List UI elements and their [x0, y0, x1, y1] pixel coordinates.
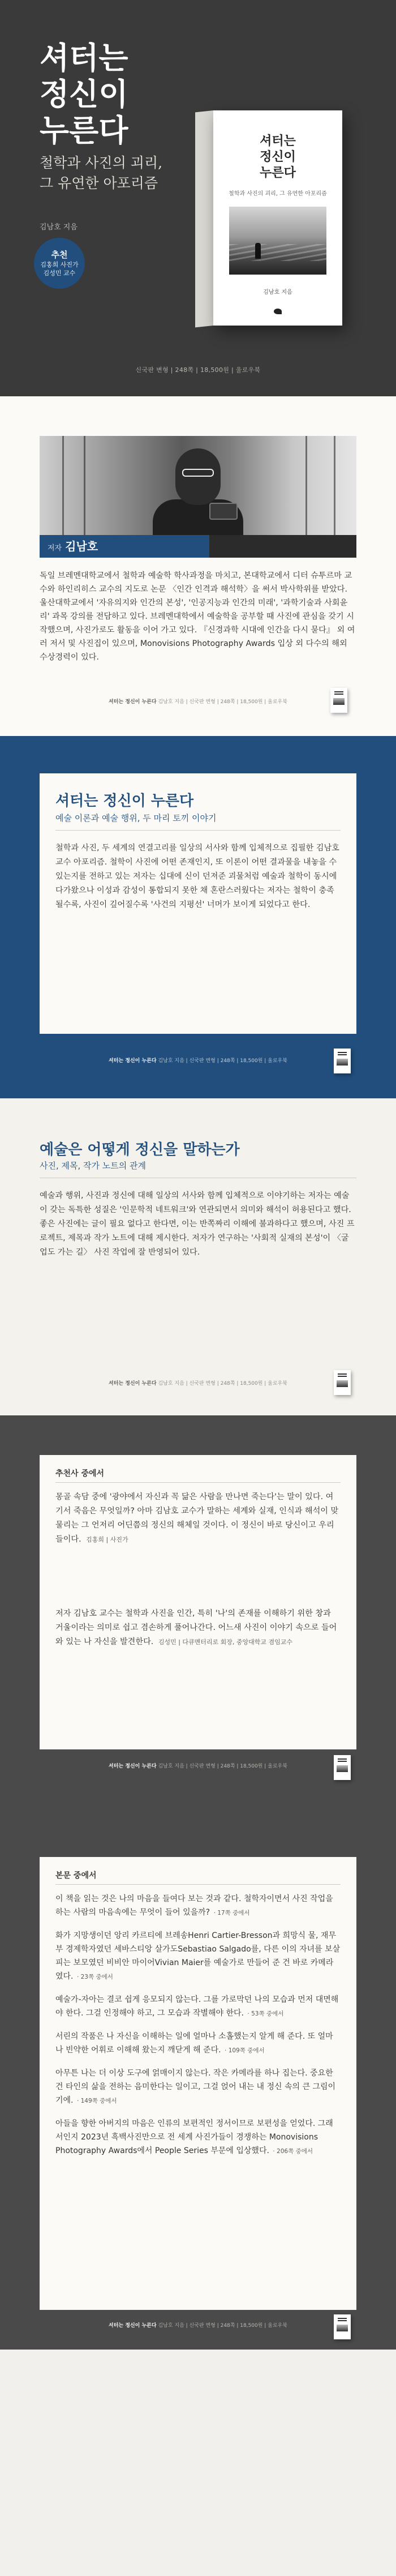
footline-meta: 김남호 지음 | 신국판 변형 | 248쪽 | 18,500원 | 울로우북 [158, 699, 287, 705]
excerpt-text: 서린의 작품은 나 자신을 이해하는 일에 얼마나 소홀했는지 알게 해 준다. 또 얼마나 빈약한 어휘로 이해해 왔는지 깨닫게 해 준다. [55, 2032, 333, 2055]
footline-meta: 김남호 지음 | 신국판 변형 | 248쪽 | 18,500원 | 울로우북 [158, 1764, 287, 1769]
hero-title [40, 40, 128, 148]
mini-book-icon [330, 688, 347, 713]
cover-photo-figure [255, 243, 261, 259]
badge-title: 추천 [51, 250, 68, 260]
photo-tree [334, 436, 335, 535]
footline-title: 셔터는 정신이 누른다 [109, 1381, 157, 1387]
art-title: 예술은 어떻게 정신을 말하는가 [40, 1141, 240, 1158]
photo-tree [84, 436, 85, 535]
hero-title-line: 정신이 [40, 76, 128, 112]
hero-title-line: 누른다 [40, 112, 128, 148]
mini-book-icon [334, 2314, 351, 2339]
book-cover-3d [195, 110, 342, 326]
cover-title-line: 누른다 [260, 165, 296, 180]
excerpt-page: · 206쪽 중에서 [273, 2148, 313, 2155]
intro-body: 철학과 사진, 두 세계의 연결고리를 일상의 서사와 함께 입체적으로 집필한 김남호 교수 아포리즘. 철학이 사진에 어떤 존재인지, 또 이론이 어떤 결과물을 내놓을 수 있는지를 전하고 있는 저자는 십대에 신이 던져준 괴물처럼 예술과 철학이 동시에 다가왔으나 이성과 감성이 통합되지 못한 채 혼란스러웠다는 저자는 철학이 충족될수록, 사진이 깊어질수록 '사건의 지평선' 너머가 보이게 되었다고 한다. [55, 844, 339, 909]
divider [55, 1482, 341, 1483]
excerpt-text: 화가 지망생이던 앙리 카르티에 브레송Henri Cartier-Bresson과 희망식 물, 재무부 경제학자였던 세바스티앙 살가도Sebastiao Salgado를, 다른 이의 자녀를 보살피는 보모였던 비비안 마이어Vivian Maier를 예술가로 만들어 준 건 바로 카메라였다. [55, 1931, 341, 1981]
excerpt-text: 아들을 향한 아버지의 마음은 인류의 보편적인 정서이므로 보편성을 얻었다. 그래서인지 2023년 흑백사진만으로 전 세계 사진가들이 경쟁하는 Monovisions Photography Awards에서 People Series 부문에 입상했다. [55, 2119, 333, 2155]
footline-title: 셔터는 정신이 누른다 [109, 2323, 157, 2329]
footline-title: 셔터는 정신이 누른다 [109, 1058, 157, 1064]
cover-title-line: 셔터는 [260, 134, 296, 148]
hero-subtitle [40, 153, 162, 194]
hero-title-line: 셔터는 [40, 40, 128, 76]
excerpt-page: · 109쪽 중에서 [225, 2047, 265, 2054]
photo-tree [62, 436, 64, 535]
intro-title: 셔터는 정신이 누른다 [55, 793, 194, 810]
badge-line: 김성민 교수 [43, 269, 76, 277]
author-photo [40, 436, 356, 535]
recommendation-quote [55, 1490, 341, 1547]
author-name-label [40, 535, 209, 558]
mini-book-icon [334, 1370, 351, 1395]
recommendation-quote [55, 1607, 341, 1649]
excerpt-text: 예술가-자아는 결코 쉽게 응모되지 않는다. 그를 가로막던 나의 모습과 먼저 대면해야 한다. 그걸 인정해야 하고, 그 모습과 작별해야 한다. [55, 1995, 339, 2018]
divider [55, 1884, 341, 1885]
book-spine [195, 110, 213, 327]
art-body: 예술과 행위, 사진과 정신에 대해 일상의 서사와 함께 입체적으로 이야기하는 저자는 예술이 갖는 독특한 성질은 '인문학적 네트워크'와 연관되면서 의미와 해석이 허용된다고 했다. 좋은 사진에는 글이 필요 없다고 한다면, 이는 반쪽짜리 이해에 불과하다고 했으며, 사진 프로젝트, 제목과 작가 노트에 대해 제시한다. 저자가 연구하는 '사회적 실재의 본성'이 〈굴업도 가는 길〉 사진 작업에 잘 반영되어 있다. [40, 1191, 355, 1257]
quote-text: 저자 김남호 교수는 철학과 사진을 인간, 특히 '나'의 존재를 이해하기 위한 창과 거울이라는 의미로 쉽고 겸손하게 풀어나간다. 어느새 사진이 이야기 속으로 들어와 있는 나 자신을 발견한다. [55, 1609, 337, 1646]
book-info-line: 신국판 변형 | 248쪽 | 18,500원 | 울로우북 [135, 366, 261, 374]
section-spacer [0, 1800, 396, 1857]
quote-attribution: 김홍희 | 사진가 [86, 1536, 128, 1543]
author-bio: 독일 브레멘대학교에서 철학과 예술학 학사과정을 마치고, 본대학교에서 디터 슈투르마 교수와 하인리히스 교수의 지도로 논문 〈인간 인격과 해석학〉을 써서 박사학위를 받았다. 울산대학교에서 '자유의지와 인간의 본성', '인공지능과 인간의 미래', '과학기술과 사회윤리' 과목 강의를 전담하고 있다. 브레멘대학에서 예술학을 공부할 때 사진에 관심을 갖기 시작했으며, 사진가로도 활동을 이어 가고 있다. 『신경과학 시대에 인간을 다시 묻다』 외 여러 저서 및 사진집이 있으며, Monovisions Photography Awards 입상 외 다수의 해외 수상경력이 있다. [40, 571, 355, 662]
excerpt-item [55, 2030, 341, 2057]
footline-meta: 김남호 지음 | 신국판 변형 | 248쪽 | 18,500원 | 울로우북 [158, 1381, 287, 1387]
excerpt-item [55, 1929, 341, 1984]
excerpt-text: 아무튼 나는 더 이상 도구에 얽매이지 않는다. 작은 카메라를 하나 집는다. 중요한 건 타인의 삶을 전하는 음미한다는 일이고, 그걸 얹어 내는 내 정신 속의 큰 그림이기에. [55, 2069, 336, 2105]
quote-attribution: 김성민 | 다큐멘터리로 회장, 중앙대학교 겸임교수 [158, 1638, 293, 1646]
hero-subtitle-line: 그 유연한 아포리즘 [40, 175, 158, 191]
author-section [0, 396, 396, 736]
hero-subtitle-line: 철학과 사진의 괴리, [40, 155, 163, 171]
cover-title [213, 133, 342, 181]
photo-glasses [182, 469, 214, 477]
art-section [0, 1098, 396, 1415]
hero-author: 김남호 지음 [40, 223, 78, 232]
recommendation-badge [34, 238, 85, 289]
excerpt-item [55, 1892, 341, 1920]
cover-photo-waves [229, 244, 326, 261]
excerpt-page: · 53쪽 중에서 [247, 2010, 284, 2017]
footline-title: 셔터는 정신이 누른다 [109, 699, 157, 705]
publisher-logo-icon [274, 309, 282, 314]
footline-title: 셔터는 정신이 누른다 [109, 1764, 157, 1769]
excerpt-card [40, 1857, 356, 2310]
intro-section [0, 736, 396, 1098]
art-subtitle: 사진, 제목, 작가 노트의 관계 [40, 1161, 146, 1171]
excerpt-page: · 17쪽 중에서 [213, 1910, 250, 1916]
mini-book-icon [334, 1049, 351, 1073]
intro-card [40, 773, 356, 1034]
divider [55, 830, 341, 831]
recommendation-section [0, 1415, 396, 1800]
excerpt-page: · 23쪽 중에서 [76, 1974, 113, 1980]
cover-title-line: 정신이 [260, 149, 296, 164]
excerpt-section [0, 1857, 396, 2350]
cover-author: 김남호 지음 [263, 289, 292, 296]
footline-meta: 김남호 지음 | 신국판 변형 | 248쪽 | 18,500원 | 울로우북 [158, 1058, 287, 1064]
recommendation-heading: 추천사 중에서 [55, 1469, 105, 1478]
excerpt-heading: 본문 중에서 [55, 1871, 97, 1880]
mini-book-icon [334, 1755, 351, 1780]
photo-person-head [175, 448, 221, 505]
excerpt-text: 이 책을 읽는 것은 나의 마음을 들여다 보는 것과 같다. 철학자이면서 사진 작업을 하는 사람의 마음속에는 무엇이 들어 있을까? [55, 1894, 333, 1917]
book-front-cover [213, 110, 342, 326]
camera-icon [209, 503, 238, 520]
badge-line: 김홍희 사진가 [40, 261, 79, 268]
hero-section [0, 0, 396, 396]
excerpt-list [55, 1892, 341, 2167]
quote-text: 몽골 속담 중에 '광야에서 자신과 꼭 닮은 사람을 만나면 죽는다'는 말이 있다. 여기서 죽음은 무엇일까? 아마 김남호 교수가 말하는 세계와 실재, 인식과 해석이 맞물리는 그 언저리 어딘쯤의 정신의 해체일 것이다. 이 정신이 바로 당신이고 우리들이다. [55, 1492, 339, 1544]
footline-meta: 김남호 지음 | 신국판 변형 | 248쪽 | 18,500원 | 울로우북 [158, 2323, 287, 2329]
excerpt-item [55, 2066, 341, 2108]
cover-photo [229, 207, 326, 275]
excerpt-page: · 149쪽 중에서 [76, 2098, 117, 2104]
cover-subtitle: 철학과 사진의 괴리, 그 유연한 아포리즘 [229, 191, 327, 197]
photo-tree [305, 436, 307, 535]
excerpt-item [55, 2117, 341, 2158]
author-label-prefix: 저자 [48, 544, 62, 553]
recommendation-card [40, 1455, 356, 1749]
intro-subtitle: 예술 이론과 예술 행위, 두 마리 토끼 이야기 [55, 813, 217, 823]
author-name: 김남호 [65, 540, 98, 553]
excerpt-item [55, 1993, 341, 2021]
